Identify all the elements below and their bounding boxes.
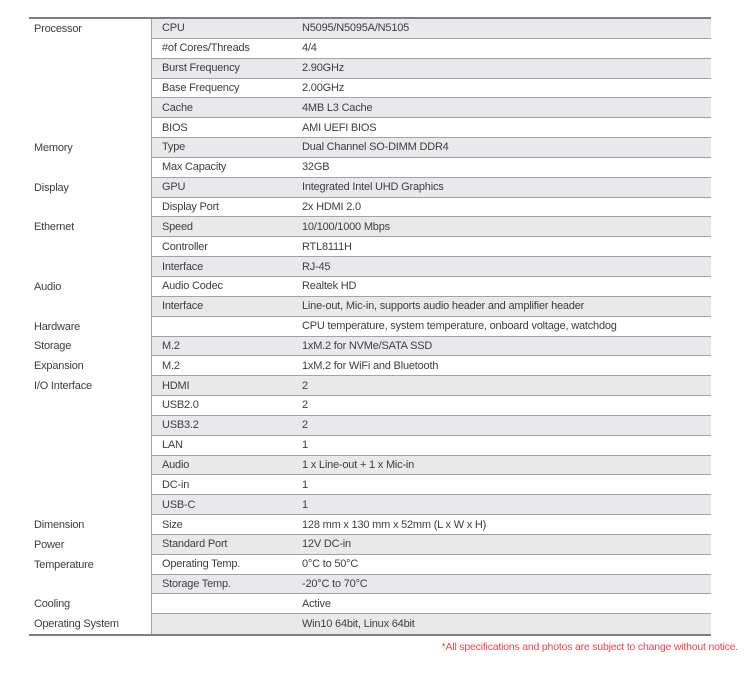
row-data-band [151,456,711,476]
row-data-band [151,555,711,575]
value-cell: 1 [302,439,308,452]
category-cell [29,495,151,515]
table-row [29,515,711,535]
value-cell: CPU temperature, system temperature, onboard voltage, watchdog [302,320,617,333]
row-data-band [151,436,711,456]
property-cell: Interface [162,260,204,273]
property-cell: Audio Codec [162,280,223,293]
table-row [29,376,711,396]
category-cell: Audio [29,277,151,297]
row-data-band [151,118,711,138]
row-data-band [151,614,711,634]
property-cell: Base Frequency [162,81,240,94]
category-cell: I/O Interface [29,376,151,396]
category-cell: Expansion [29,356,151,376]
value-cell: 4/4 [302,42,317,55]
property-cell: Type [162,141,186,154]
table-row [29,555,711,575]
row-data-band [151,416,711,436]
category-cell [29,257,151,277]
value-cell: 1xM.2 for WiFi and Bluetooth [302,359,439,372]
category-cell [29,198,151,218]
category-cell: Temperature [29,555,151,575]
value-cell: 1 x Line-out + 1 x Mic-in [302,458,415,471]
row-data-band [151,237,711,257]
property-cell: BIOS [162,121,188,134]
value-cell: 2.00GHz [302,81,345,94]
table-row [29,594,711,614]
table-row [29,118,711,138]
row-data-band [151,535,711,555]
property-cell: GPU [162,181,186,194]
category-cell: Processor [29,19,151,39]
table-row [29,317,711,337]
property-cell: HDMI [162,379,190,392]
row-data-band [151,178,711,198]
property-cell: M.2 [162,359,180,372]
value-cell: 2x HDMI 2.0 [302,201,361,214]
value-cell: 1 [302,498,308,511]
row-data-band [151,515,711,535]
property-cell: Size [162,518,183,531]
value-cell: N5095/N5095A/N5105 [302,22,410,35]
category-cell [29,39,151,59]
table-row [29,575,711,595]
value-cell: RJ-45 [302,260,331,273]
property-cell: Storage Temp. [162,578,231,591]
value-cell: 12V DC-in [302,538,351,551]
property-cell [152,317,302,336]
table-row [29,356,711,376]
row-data-band [151,297,711,317]
table-row [29,337,711,357]
row-data-band [151,217,711,237]
category-cell [29,59,151,79]
category-cell [29,79,151,99]
table-row [29,456,711,476]
value-cell: 1 [302,478,308,491]
category-cell: Cooling [29,594,151,614]
row-data-band [151,19,711,39]
row-data-band [151,257,711,277]
table-row [29,237,711,257]
category-cell [29,575,151,595]
category-cell: Dimension [29,515,151,535]
value-cell: 10/100/1000 Mbps [302,220,390,233]
table-row [29,614,711,634]
property-cell: #of Cores/Threads [162,42,250,55]
value-cell: 32GB [302,161,330,174]
row-data-band [151,98,711,118]
property-cell: Burst Frequency [162,62,240,75]
row-data-band [151,79,711,99]
category-cell [29,118,151,138]
value-cell: Win10 64bit, Linux 64bit [302,618,415,631]
table-row [29,59,711,79]
table-row [29,217,711,237]
row-data-band [151,495,711,515]
value-cell: Realtek HD [302,280,357,293]
row-data-band [151,39,711,59]
table-row [29,495,711,515]
value-cell: Line-out, Mic-in, supports audio header and amplifier header [302,300,585,313]
category-cell [29,416,151,436]
value-cell: 2 [302,379,308,392]
category-cell [29,297,151,317]
category-cell [29,456,151,476]
table-row [29,475,711,495]
value-cell: RTL8111H [302,240,352,253]
value-cell: Active [302,597,331,610]
row-data-band [151,337,711,357]
value-cell: 4MB L3 Cache [302,101,373,114]
value-cell: AMI UEFI BIOS [302,121,377,134]
table-row [29,39,711,59]
value-cell: Integrated Intel UHD Graphics [302,181,444,194]
category-cell [29,158,151,178]
table-row [29,198,711,218]
disclaimer-note: *All specifications and photos are subject to change without notice. [441,641,738,653]
property-cell: DC-in [162,478,190,491]
row-data-band [151,317,711,337]
row-data-band [151,594,711,614]
property-cell: USB3.2 [162,419,199,432]
row-data-band [151,475,711,495]
category-cell: Display [29,178,151,198]
category-cell [29,475,151,495]
value-cell: 2 [302,419,308,432]
row-data-band [151,158,711,178]
value-cell: 128 mm x 130 mm x 52mm (L x W x H) [302,518,487,531]
category-cell [29,98,151,118]
category-cell: Memory [29,138,151,158]
table-row [29,277,711,297]
table-row [29,98,711,118]
property-cell: Interface [162,300,204,313]
value-cell: 1xM.2 for NVMe/SATA SSD [302,339,433,352]
property-cell: Standard Port [162,538,228,551]
category-cell [29,396,151,416]
category-cell: Hardware [29,317,151,337]
property-cell: CPU [162,22,185,35]
property-cell: Cache [162,101,193,114]
table-row [29,178,711,198]
row-data-band [151,59,711,79]
property-cell: Operating Temp. [162,558,241,571]
category-cell: Storage [29,337,151,357]
property-cell: M.2 [162,339,180,352]
row-data-band [151,376,711,396]
value-cell: -20°C to 70°C [302,578,368,591]
category-cell: Operating System [29,614,151,634]
value-cell: 2 [302,399,308,412]
category-cell [29,237,151,257]
property-cell [152,614,302,634]
table-row [29,79,711,99]
property-cell: Max Capacity [162,161,227,174]
table-row [29,158,711,178]
row-data-band [151,356,711,376]
table-row [29,19,711,39]
property-cell: Audio [162,458,190,471]
property-cell: Controller [162,240,208,253]
property-cell: Speed [162,220,193,233]
table-row [29,297,711,317]
spec-table [29,17,711,636]
value-cell: 2.90GHz [302,62,345,75]
property-cell [152,594,302,613]
category-cell: Ethernet [29,217,151,237]
value-cell: 0°C to 50°C [302,558,359,571]
table-row [29,535,711,555]
row-data-band [151,277,711,297]
property-cell: USB-C [162,498,196,511]
value-cell: Dual Channel SO-DIMM DDR4 [302,141,449,154]
row-data-band [151,396,711,416]
table-row [29,396,711,416]
row-data-band [151,138,711,158]
table-row [29,436,711,456]
table-row [29,257,711,277]
category-cell [29,436,151,456]
row-data-band [151,198,711,218]
category-cell: Power [29,535,151,555]
table-row [29,416,711,436]
table-row [29,138,711,158]
property-cell: USB2.0 [162,399,199,412]
property-cell: Display Port [162,201,219,214]
row-data-band [151,575,711,595]
property-cell: LAN [162,439,183,452]
